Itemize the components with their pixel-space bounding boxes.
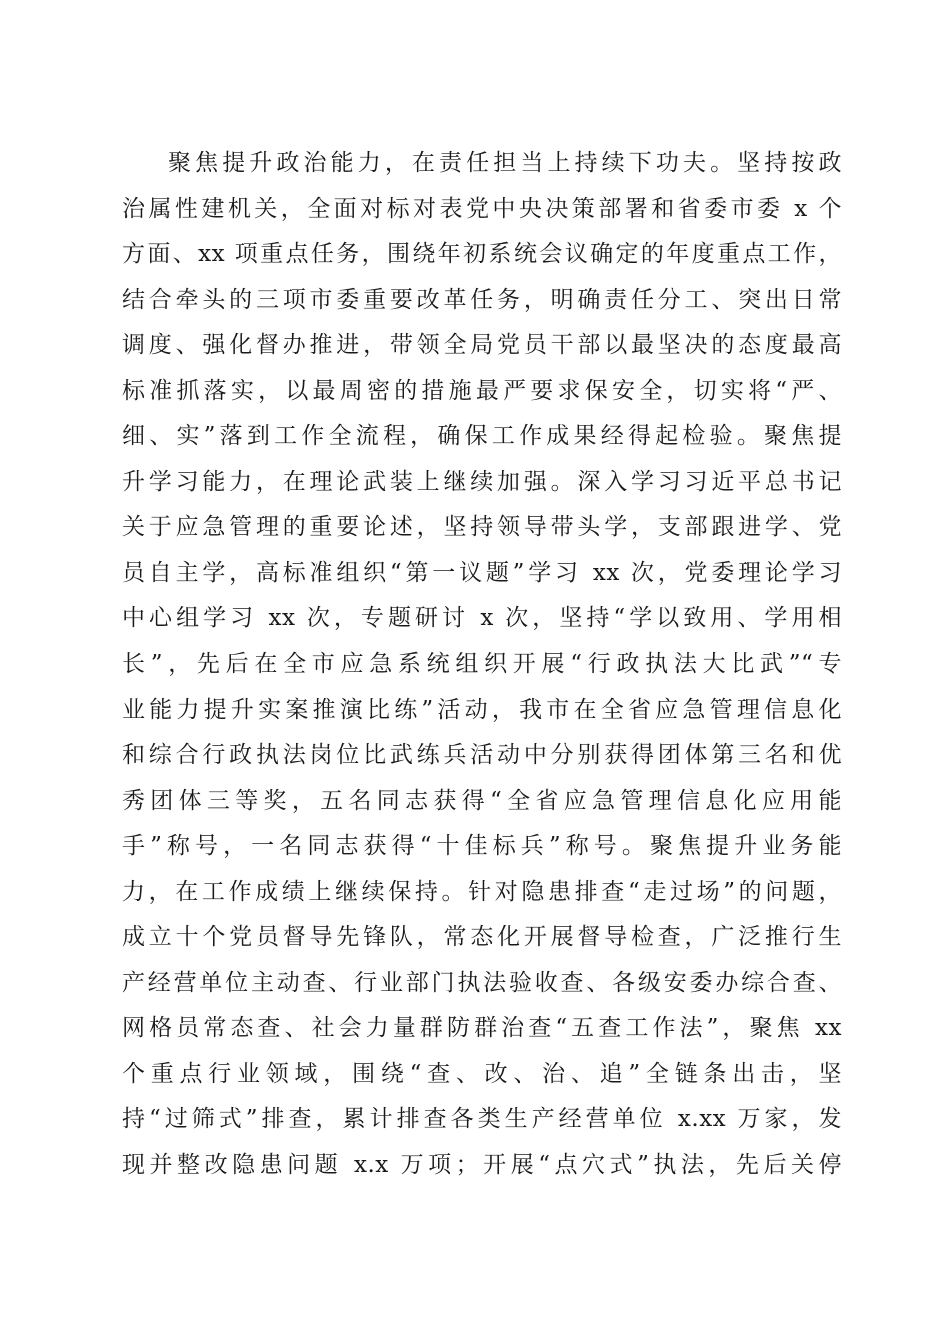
paragraph-line: 员自主学，高标准组织“第一议题”学习 xx 次，党委理论学习: [122, 559, 842, 586]
paragraph-line: 关于应急管理的重要论述，坚持领导带头学，支部跟进学、党: [122, 514, 842, 541]
paragraph-line: 现并整改隐患问题 x.x 万项；开展“点穴式”执法，先后关停: [122, 1152, 842, 1179]
paragraph-line: 中心组学习 xx 次，专题研讨 x 次，坚持“学以致用、学用相: [122, 605, 842, 632]
paragraph-line: 产经营单位主动查、行业部门执法验收查、各级安委办综合查、: [122, 969, 842, 996]
paragraph-line: 调度、强化督办推进，带领全局党员干部以最坚决的态度最高: [122, 332, 842, 359]
paragraph-line: 成立十个党员督导先锋队，常态化开展督导检查，广泛推行生: [122, 924, 842, 951]
paragraph-line: 力，在工作成绩上继续保持。针对隐患排查“走过场”的问题，: [122, 878, 842, 905]
paragraph-line: 标准抓落实，以最周密的措施最严要求保安全，切实将“严、: [122, 377, 842, 404]
body-paragraph: [122, 141, 842, 1189]
paragraph-line: 升学习能力，在理论武装上继续加强。深入学习习近平总书记: [122, 468, 842, 495]
paragraph-line: 治属性建机关，全面对标对表党中央决策部署和省委市委 x 个: [122, 195, 842, 222]
paragraph-line: 方面、xx 项重点任务，围绕年初系统会议确定的年度重点工作，: [122, 241, 842, 268]
paragraph-line: 持“过筛式”排查，累计排查各类生产经营单位 x.xx 万家，发: [122, 1106, 842, 1133]
paragraph-line: 长”，先后在全市应急系统组织开展“行政执法大比武”“专: [122, 651, 842, 678]
paragraph-line: 聚焦提升政治能力，在责任担当上持续下功夫。坚持按政: [168, 150, 842, 176]
paragraph-line: 个重点行业领域，围绕“查、改、治、追”全链条出击，坚: [122, 1060, 842, 1087]
paragraph-line: 手”称号，一名同志获得“十佳标兵”称号。聚焦提升业务能: [122, 833, 842, 860]
paragraph-line: 结合牵头的三项市委重要改革任务，明确责任分工、突出日常: [122, 286, 842, 313]
paragraph-line: 细、实”落到工作全流程，确保工作成果经得起检验。聚焦提: [122, 423, 842, 450]
paragraph-line: 网格员常态查、社会力量群防群治查“五查工作法”，聚焦 xx: [122, 1015, 842, 1042]
paragraph-line: 和综合行政执法岗位比武练兵活动中分别获得团体第三名和优: [122, 742, 842, 769]
paragraph-line: 业能力提升实案推演比练”活动，我市在全省应急管理信息化: [122, 696, 842, 723]
paragraph-line: 秀团体三等奖，五名同志获得“全省应急管理信息化应用能: [122, 787, 842, 814]
